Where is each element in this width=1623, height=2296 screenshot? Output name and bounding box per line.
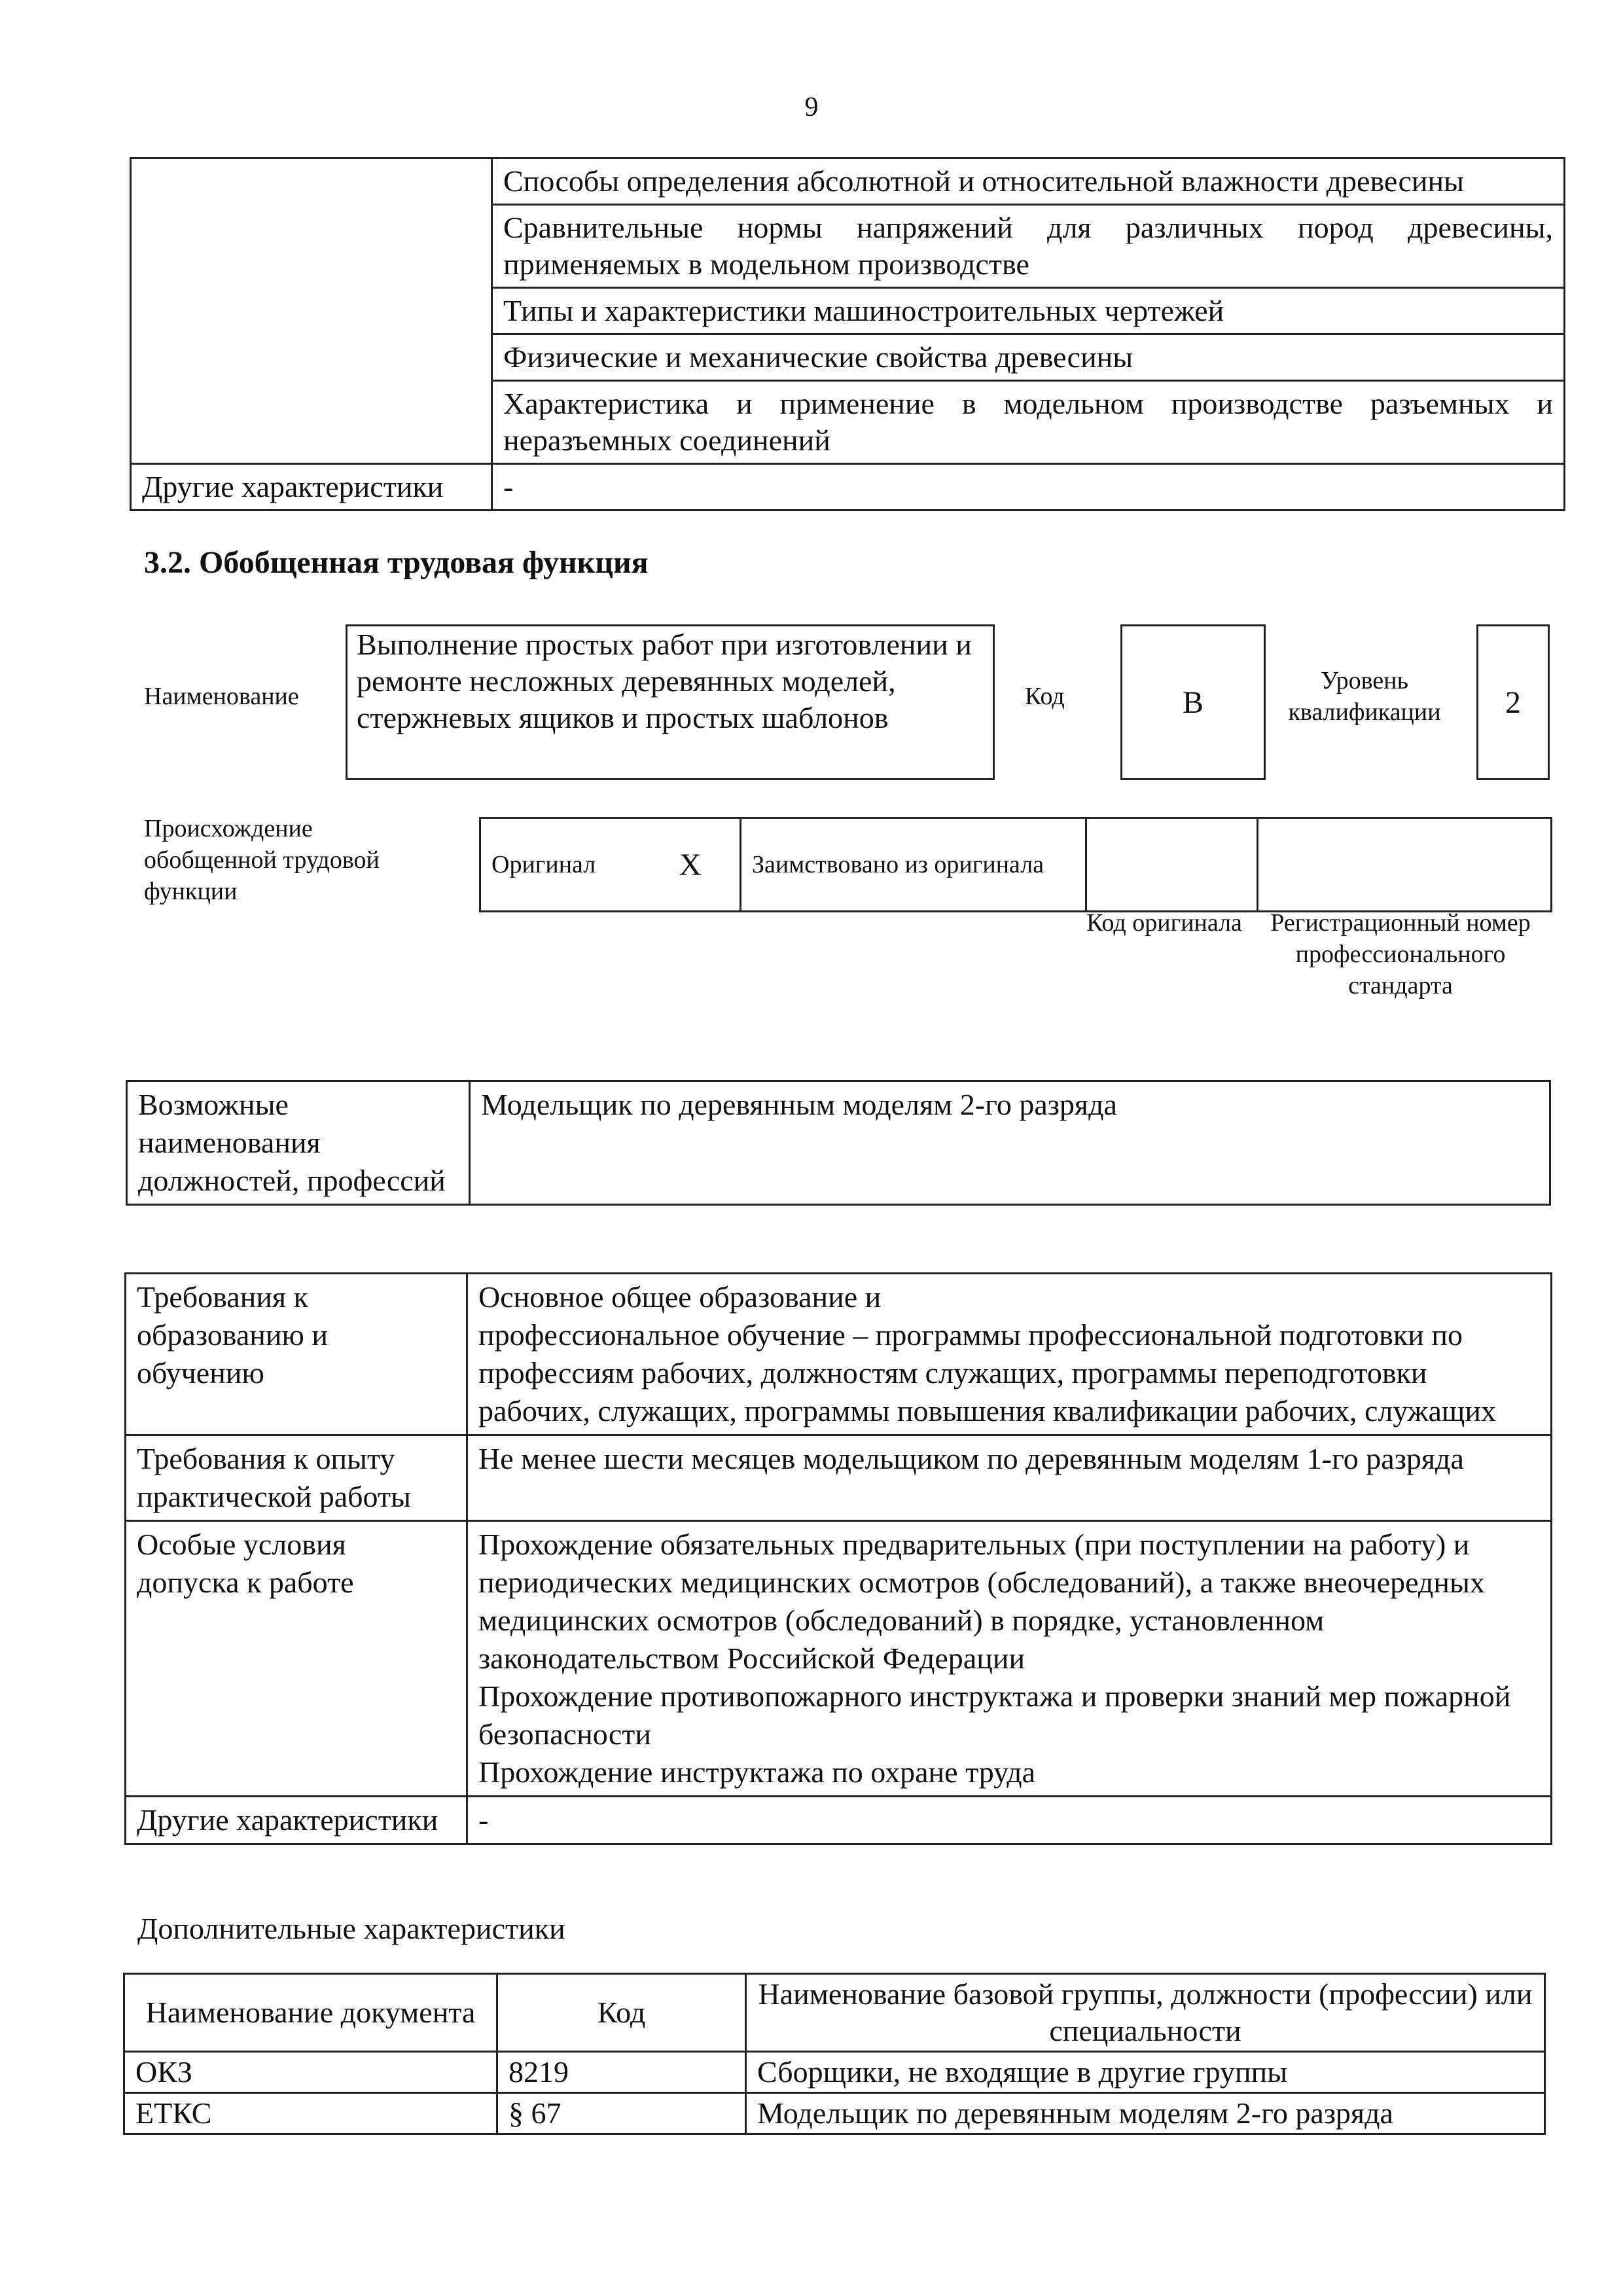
knowledge-table — [130, 157, 1565, 511]
knowledge-item: Типы и характеристики машиностроительных чертежей — [492, 288, 1565, 334]
header-group: Наименование базовой группы, должности (профессии) или специальности — [746, 1974, 1545, 2052]
additional-table — [123, 1973, 1546, 2135]
function-code-box — [1120, 624, 1266, 780]
knowledge-item: Характеристика и применение в модельном производстве разъемных и неразъемных соединений — [492, 381, 1565, 464]
admission-label: Особые условия допуска к работе — [126, 1521, 467, 1797]
table-row — [126, 1797, 1552, 1844]
function-code-value: B — [1182, 685, 1204, 720]
knowledge-item: Способы определения абсолютной и относительной влажности древесины — [492, 158, 1565, 205]
admission-line: Прохождение обязательных предварительных (при поступлении на работу) и периодических медицинских осмотров (обследований), а также внеочередных медицинских осмотров (обследований) в порядке, установленном законодательством Российской Федерации — [478, 1528, 1485, 1675]
admission-line: Прохождение противопожарного инструктажа и проверки знаний мер пожарной безопасности — [478, 1679, 1511, 1751]
function-name-box — [346, 624, 995, 780]
table-row — [480, 818, 1552, 912]
table-row — [124, 2093, 1545, 2134]
registration-number-cell — [1258, 818, 1552, 912]
knowledge-label-cell — [131, 158, 492, 464]
borrowed-label: Заимствовано из оригинала — [741, 818, 1086, 912]
table-row — [126, 1435, 1552, 1521]
other-value: - — [467, 1797, 1552, 1844]
knowledge-item: Физические и механические свойства древесины — [492, 334, 1565, 381]
function-name-value: Выполнение простых работ при изготовлении и ремонте несложных деревянных моделей, стержневых ящиков и простых шаблонов — [357, 628, 972, 734]
positions-label: Возможные наименования должностей, профессий — [127, 1081, 470, 1205]
cell-group: Сборщики, не входящие в другие группы — [746, 2052, 1545, 2093]
cell-group: Модельщик по деревянным моделям 2-го разряда — [746, 2093, 1545, 2134]
original-code-cell — [1086, 818, 1258, 912]
header-document: Наименование документа — [124, 1974, 497, 2052]
positions-value: Модельщик по деревянным моделям 2-го разряда — [470, 1081, 1550, 1205]
other-label: Другие характеристики — [126, 1797, 467, 1844]
knowledge-item: Сравнительные нормы напряжений для различных пород древесины, применяемых в модельном производстве — [492, 205, 1565, 288]
table-header-row — [124, 1974, 1545, 2052]
education-value — [467, 1274, 1552, 1435]
header-code: Код — [497, 1974, 746, 2052]
other-characteristics-value: - — [492, 464, 1565, 511]
table-row — [131, 464, 1565, 511]
cell-code: 8219 — [497, 2052, 746, 2093]
origin-label: Происхождение обобщенной трудовой функции — [144, 815, 380, 905]
table-row — [131, 158, 1565, 205]
original-mark: X — [641, 818, 741, 912]
experience-label: Требования к опыту практической работы — [126, 1435, 467, 1521]
table-row — [124, 2052, 1545, 2093]
origin-table — [479, 817, 1552, 912]
table-row — [126, 1274, 1552, 1435]
positions-table — [126, 1080, 1551, 1206]
admission-value — [467, 1521, 1552, 1797]
original-label: Оригинал — [480, 818, 641, 912]
code-label: Код — [1025, 683, 1065, 710]
education-label: Требования к образованию и обучению — [126, 1274, 467, 1435]
experience-value: Не менее шести месяцев модельщиком по деревянным моделям 1-го разряда — [467, 1435, 1552, 1521]
original-code-caption: Код оригинала — [1086, 909, 1242, 937]
education-line: профессиональное обучение – программы профессиональной подготовки по профессиям рабочих, должностям служащих, программы переподготовки рабочих, служащих, программы повышения квалификации рабочих, служащих — [478, 1318, 1496, 1427]
table-row — [127, 1081, 1550, 1205]
education-line: Основное общее образование и — [478, 1280, 882, 1314]
page-number: 9 — [804, 92, 819, 122]
name-label: Наименование — [144, 683, 299, 710]
level-label: Уровень квалификации — [1288, 667, 1441, 726]
requirements-table — [124, 1272, 1552, 1845]
table-row — [126, 1521, 1552, 1797]
cell-document: ОКЗ — [124, 2052, 497, 2093]
cell-code: § 67 — [497, 2093, 746, 2134]
additional-heading: Дополнительные характеристики — [137, 1912, 565, 1945]
admission-line: Прохождение инструктажа по охране труда — [478, 1755, 1036, 1789]
section-heading: 3.2. Обобщенная трудовая функция — [144, 545, 649, 580]
qualification-level-value: 2 — [1505, 685, 1521, 720]
other-characteristics-label: Другие характеристики — [131, 464, 492, 511]
cell-document: ЕТКС — [124, 2093, 497, 2134]
registration-number-caption: Регистрационный номер профессионального стандарта — [1270, 909, 1531, 999]
qualification-level-box — [1476, 624, 1550, 780]
